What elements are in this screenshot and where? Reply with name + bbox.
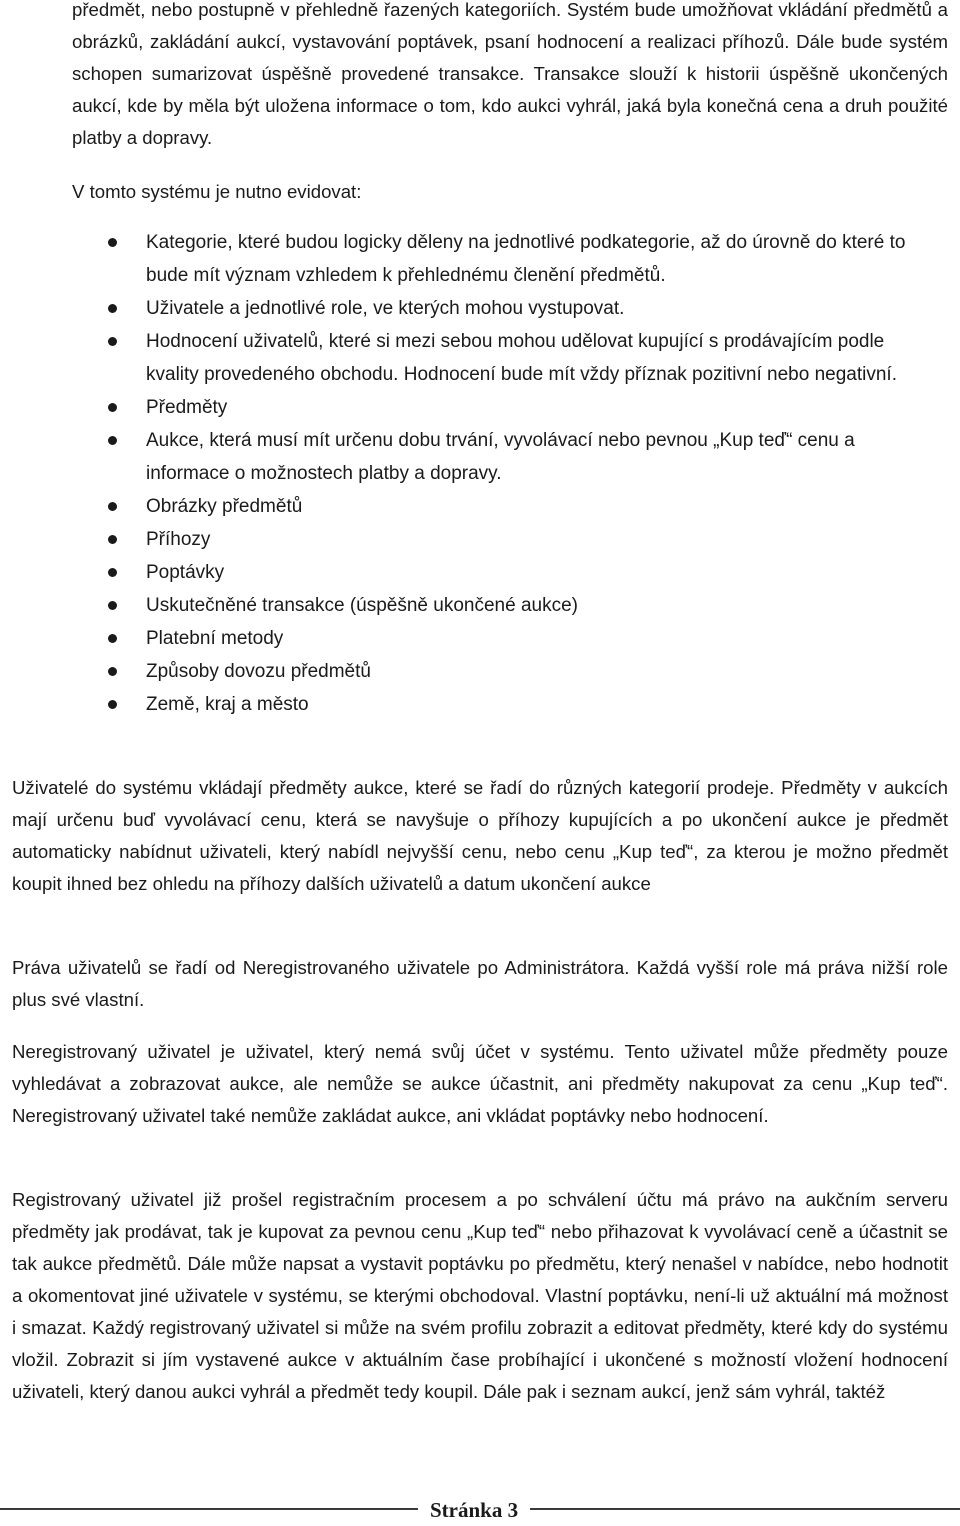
bullet-icon (108, 337, 117, 346)
list-item-text: Uskutečněné transakce (úspěšně ukončené aukce) (146, 595, 578, 616)
list-item-text: Hodnocení uživatelů, které si mezi sebou mohou udělovat kupující s prodávajícím podle kvality provedeného obchodu. Hodnocení bude mít vždy příznak pozitivní nebo negativní. (146, 331, 897, 385)
list-item (0, 424, 960, 490)
evidence-lead-text: V tomto systému je nutno evidovat: (72, 181, 362, 202)
list-item (0, 391, 960, 424)
bullet-icon (108, 601, 117, 610)
bullet-icon (108, 304, 117, 313)
list-item (0, 325, 960, 391)
list-item (0, 292, 960, 325)
bullet-icon (108, 436, 117, 445)
list-item (0, 226, 960, 292)
body-paragraph: Uživatelé do systému vkládají předměty aukce, které se řadí do různých kategorií prodeje. Předměty v aukcích mají určenu buď vyvolávací cenu, která se navyšuje o příhozy kupujících a po ukončení aukce je předmět automaticky nabídnut uživateli, který nabídl nejvyšší cenu, nebo cenu „Kup teď“, za kterou je možno předmět koupit ihned bez ohledu na příhozy dalších uživatelů a datum ukončení aukce (12, 777, 948, 894)
bullet-icon (108, 403, 117, 412)
list-item-text: Aukce, která musí mít určenu dobu trvání, vyvolávací nebo pevnou „Kup teď“ cenu a informace o možnostech platby a dopravy. (146, 430, 855, 484)
list-item-text: Uživatele a jednotlivé role, ve kterých mohou vystupovat. (146, 298, 625, 319)
list-item (0, 688, 960, 721)
page-footer (0, 1496, 960, 1526)
list-item (0, 622, 960, 655)
list-item (0, 490, 960, 523)
list-item-text: Platební metody (146, 628, 284, 649)
intro-paragraph: předmět, nebo postupně v přehledně řazených kategoriích. Systém bude umožňovat vkládání předmětů a obrázků, zakládání aukcí, vystavování poptávek, psaní hodnocení a realizaci příhozů. Dále bude systém schopen sumarizovat úspěšně provedené transakce. Transakce slouží k historii úspěšně ukončených aukcí, kde by měla být uložena informace o tom, kdo aukci vyhrál, jaká byla konečná cena a druh použité platby a dopravy. (72, 0, 948, 148)
bullet-icon (108, 634, 117, 643)
list-item-text: Kategorie, které budou logicky děleny na jednotlivé podkategorie, až do úrovně do které to bude mít význam vzhledem k přehlednému členění předmětů. (146, 232, 906, 286)
page-number: Stránka 3 (418, 1496, 530, 1524)
list-item (0, 523, 960, 556)
list-item-text: Země, kraj a město (146, 694, 309, 715)
bullet-icon (108, 535, 117, 544)
evidence-list (0, 226, 960, 721)
list-item (0, 655, 960, 688)
list-item-text: Poptávky (146, 562, 225, 583)
list-item-text: Obrázky předmětů (146, 496, 303, 517)
bullet-icon (108, 568, 117, 577)
bullet-icon (108, 238, 117, 247)
list-item-text: Předměty (146, 397, 228, 418)
bullet-icon (108, 700, 117, 709)
list-item (0, 556, 960, 589)
body-paragraph: Práva uživatelů se řadí od Neregistrovaného uživatele po Administrátora. Každá vyšší role má práva nižší role plus své vlastní. (12, 957, 948, 1010)
bullet-icon (108, 667, 117, 676)
body-paragraph: Neregistrovaný uživatel je uživatel, který nemá svůj účet v systému. Tento uživatel může předměty pouze vyhledávat a zobrazovat aukce, ale nemůže se aukce účastnit, ani předměty nakupovat za cenu „Kup teď“. Neregistrovaný uživatel také nemůže zakládat aukce, ani vkládat poptávky nebo hodnocení. (12, 1041, 948, 1126)
list-item-text: Příhozy (146, 529, 211, 550)
list-item (0, 589, 960, 622)
body-paragraph: Registrovaný uživatel již prošel registračním procesem a po schválení účtu má právo na aukčním serveru předměty jak prodávat, tak je kupovat za pevnou cenu „Kup teď“ nebo přihazovat k vyvolávací ceně a účastnit se tak aukce předmětů. Dále může napsat a vystavit poptávku po předmětu, který nenašel v nabídce, nebo hodnotit a okomentovat jiné uživatele v systému, se kterými obchodoval. Vlastní poptávku, není-li už aktuální má možnost i smazat. Každý registrovaný uživatel si může na svém profilu zobrazit a editovat předměty, které kdy do systému vložil. Zobrazit si jím vystavené aukce v aktuálním čase probíhající i ukončené s možností vložení hodnocení uživateli, který danou aukci vyhrál a předmět tedy koupil. Dále pak i seznam aukcí, jenž sám vyhrál, taktéž (12, 1189, 948, 1402)
bullet-icon (108, 502, 117, 511)
list-item-text: Způsoby dovozu předmětů (146, 661, 371, 682)
